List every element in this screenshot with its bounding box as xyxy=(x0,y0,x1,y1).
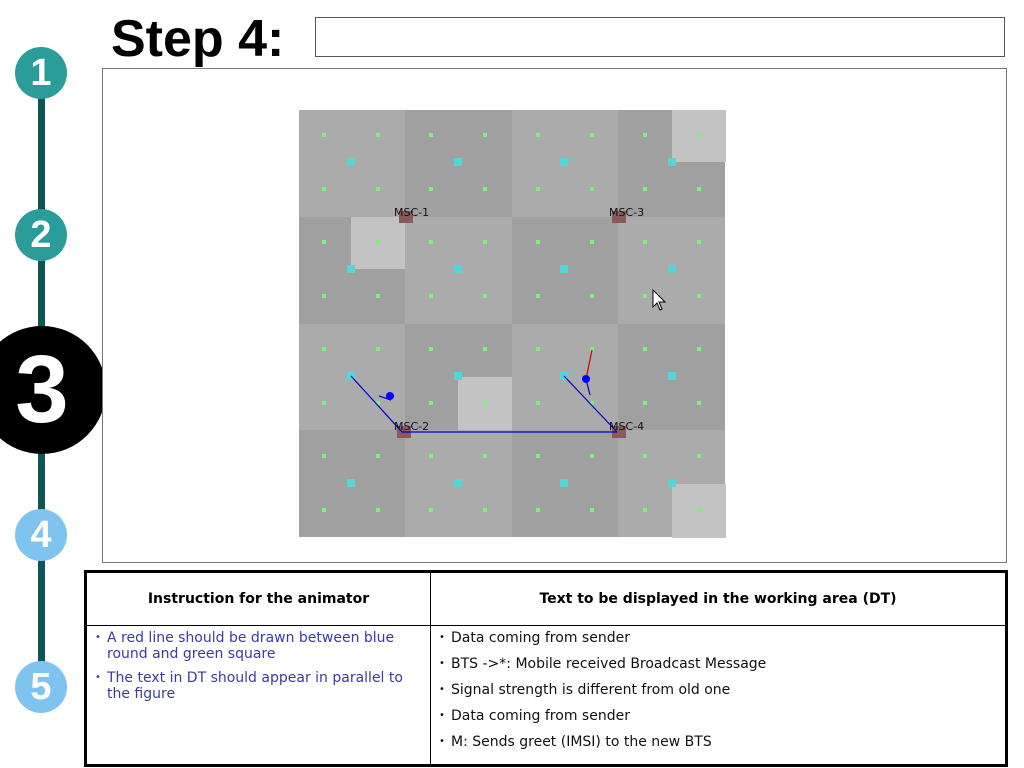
green-dot xyxy=(376,347,380,351)
green-dot xyxy=(536,347,540,351)
green-dot xyxy=(643,401,647,405)
green-dot xyxy=(697,294,701,298)
green-dot xyxy=(483,240,487,244)
green-dot xyxy=(483,454,487,458)
green-dot xyxy=(429,347,433,351)
step-5-circle[interactable]: 5 xyxy=(15,661,67,713)
green-dot xyxy=(590,508,594,512)
step-3-circle-current[interactable]: 3 xyxy=(0,326,106,454)
green-dot xyxy=(643,240,647,244)
green-dot xyxy=(429,454,433,458)
msc-3-label: MSC-3 xyxy=(609,206,645,219)
bts-square xyxy=(560,158,568,166)
bts-square xyxy=(347,158,355,166)
green-dot xyxy=(483,347,487,351)
green-dot xyxy=(322,454,326,458)
green-dot xyxy=(376,133,380,137)
bts-square xyxy=(454,479,462,487)
msc-1-label: MSC-1 xyxy=(394,206,430,219)
dt-line: • BTS ->*: Mobile received Broadcast Message xyxy=(437,656,999,682)
green-dot xyxy=(643,187,647,191)
green-dot xyxy=(643,294,647,298)
green-dot xyxy=(376,240,380,244)
green-dot xyxy=(429,187,433,191)
green-dot xyxy=(536,133,540,137)
green-dot xyxy=(429,508,433,512)
green-dot xyxy=(536,508,540,512)
green-dot xyxy=(429,401,433,405)
green-dot xyxy=(429,294,433,298)
green-dot xyxy=(536,187,540,191)
dt-line: • Data coming from sender xyxy=(437,708,999,734)
step-4-circle[interactable]: 4 xyxy=(15,509,67,561)
green-dot xyxy=(429,133,433,137)
green-dot xyxy=(697,508,701,512)
green-dot xyxy=(429,240,433,244)
mobile-station-1[interactable] xyxy=(386,392,394,400)
step-title: Step 4: xyxy=(111,10,285,68)
green-dot xyxy=(483,187,487,191)
step-2-circle[interactable]: 2 xyxy=(15,209,67,261)
bts-square xyxy=(454,158,462,166)
bts-square xyxy=(668,265,676,273)
instruction-item: • A red line should be drawn between blue round and green square xyxy=(93,630,424,662)
green-dot xyxy=(590,187,594,191)
instruction-table xyxy=(84,570,1008,767)
dt-line: • Data coming from sender xyxy=(437,630,999,656)
green-dot xyxy=(322,401,326,405)
green-dot xyxy=(697,454,701,458)
green-dot xyxy=(536,401,540,405)
green-dot xyxy=(590,294,594,298)
green-dot xyxy=(322,294,326,298)
network-grid-map xyxy=(299,110,726,538)
green-dot xyxy=(697,240,701,244)
green-dot xyxy=(536,240,540,244)
step-1-circle[interactable]: 1 xyxy=(15,47,67,99)
dt-line: • M: Sends greet (IMSI) to the new BTS xyxy=(437,734,999,760)
green-dot xyxy=(376,187,380,191)
green-dot xyxy=(322,508,326,512)
green-dot xyxy=(322,187,326,191)
green-dot xyxy=(536,294,540,298)
instruction-cell xyxy=(86,626,431,766)
dt-column-header: Text to be displayed in the working area (DT) xyxy=(431,572,1007,626)
green-dot xyxy=(697,401,701,405)
green-dot xyxy=(643,454,647,458)
green-dot xyxy=(697,133,701,137)
green-dot xyxy=(483,401,487,405)
green-dot xyxy=(376,294,380,298)
instruction-column-header: Instruction for the animator xyxy=(86,572,431,626)
green-dot xyxy=(590,133,594,137)
green-dot xyxy=(643,508,647,512)
bts-square xyxy=(347,479,355,487)
dt-line: • Signal strength is different from old one xyxy=(437,682,999,708)
bts-square xyxy=(347,265,355,273)
bts-square xyxy=(668,158,676,166)
green-dot xyxy=(590,240,594,244)
green-dot xyxy=(322,133,326,137)
green-dot xyxy=(483,133,487,137)
green-dot xyxy=(697,187,701,191)
green-dot xyxy=(322,347,326,351)
bts-square xyxy=(560,265,568,273)
bts-square xyxy=(668,479,676,487)
msc-4-label: MSC-4 xyxy=(609,420,645,433)
bts-square xyxy=(454,372,462,380)
green-dot xyxy=(536,454,540,458)
green-dot xyxy=(643,347,647,351)
dt-text-box xyxy=(315,17,1005,57)
green-dot xyxy=(697,347,701,351)
green-dot xyxy=(322,240,326,244)
msc-2-label: MSC-2 xyxy=(394,420,430,433)
green-dot xyxy=(590,454,594,458)
green-dot xyxy=(483,508,487,512)
bts-square xyxy=(668,372,676,380)
green-dot xyxy=(376,454,380,458)
green-dot xyxy=(483,294,487,298)
green-dot xyxy=(376,508,380,512)
bts-square xyxy=(454,265,462,273)
bts-square xyxy=(560,479,568,487)
grid-cells xyxy=(299,110,725,537)
mobile-station-2[interactable] xyxy=(582,375,590,383)
instruction-item: • The text in DT should appear in parallel to the figure xyxy=(93,670,424,702)
green-dot xyxy=(643,133,647,137)
dt-text-cell xyxy=(431,626,1007,766)
